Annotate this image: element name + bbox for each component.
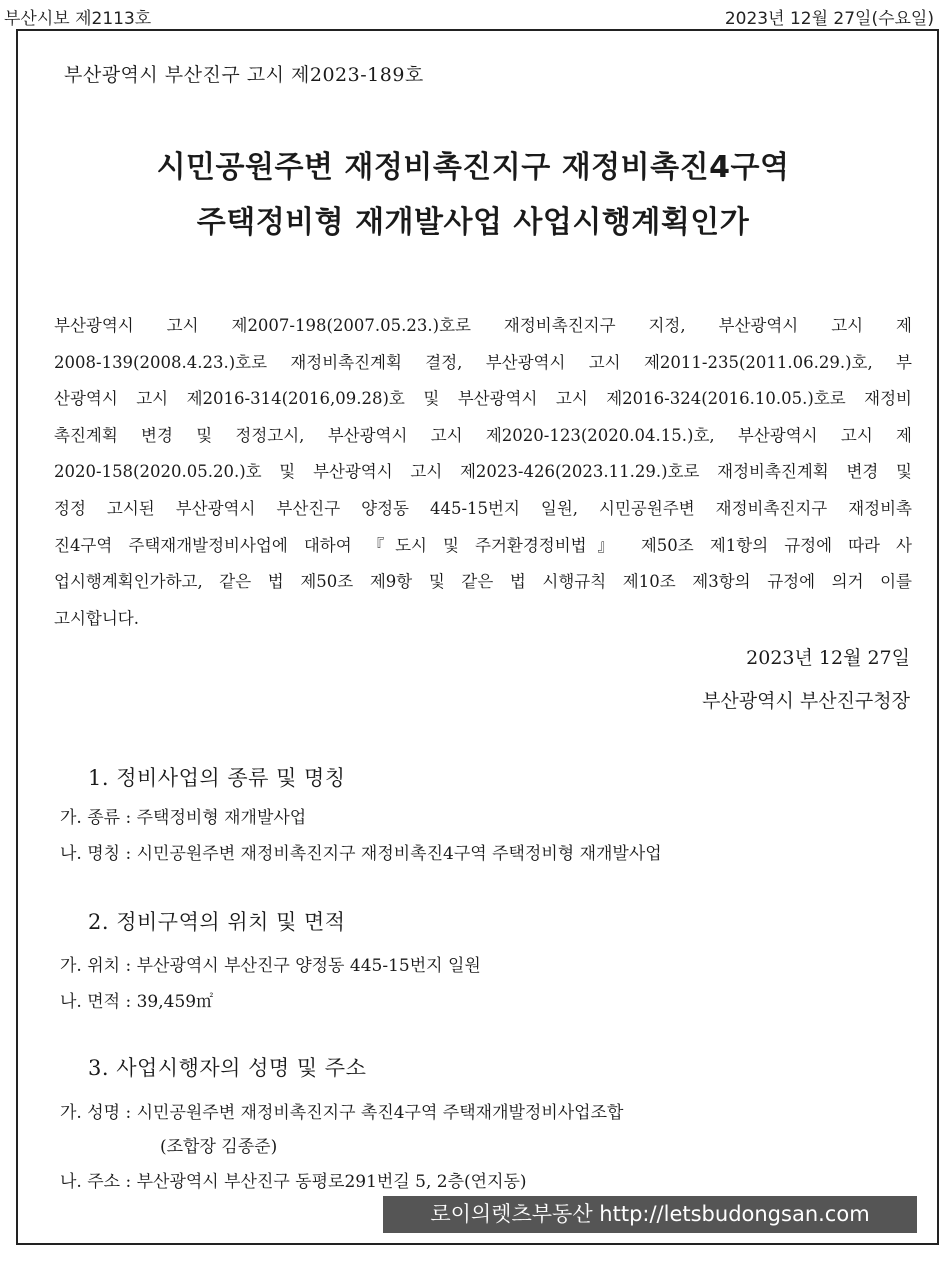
body-line: 정정 고시된 부산광역시 부산진구 양정동 445-15번지 일원, 시민공원주변 재정비촉진지구 재정비촉 (54, 498, 912, 518)
section-heading-2: 2. 정비구역의 위치 및 면적 (88, 910, 346, 934)
notice-issuer: 부산광역시 부산진구청장 (702, 690, 910, 712)
document-title-line-1: 시민공원주변 재정비촉진지구 재정비촉진4구역 (156, 150, 790, 185)
body-line: 2008-139(2008.4.23.)호로 재정비촉진계획 결정, 부산광역시 고시 제2011-235(2011.06.29.)호, 부 (54, 352, 912, 372)
gazette-date: 2023년 12월 27일(수요일) (724, 9, 934, 29)
body-line: 산광역시 고시 제2016-314(2016,09.28)호 및 부산광역시 고시 제2016-324(2016.10.05.)호로 재정비 (54, 389, 912, 409)
gazette-header (0, 0, 946, 30)
notice-body (54, 308, 912, 637)
section-1-item-name: 나. 명칭 : 시민공원주변 재정비촉진지구 재정비촉진4구역 주택정비형 재개발사업 (60, 844, 662, 864)
body-line: 업시행계획인가하고, 같은 법 제50조 제9항 및 같은 법 시행규칙 제10조 제3항의 규정에 의거 이를 (54, 572, 912, 592)
section-heading-3: 3. 사업시행자의 성명 및 주소 (88, 1056, 367, 1080)
body-line: 부산광역시 고시 제2007-198(2007.05.23.)호로 재정비촉진지구 지정, 부산광역시 고시 제 (54, 316, 912, 335)
section-3-item-chairman: (조합장 김종준) (160, 1137, 278, 1157)
body-line: 2020-158(2020.05.20.)호 및 부산광역시 고시 제2023-426(2023.11.29.)호로 재정비촉진계획 변경 및 (54, 462, 912, 482)
body-line: 고시합니다. (54, 608, 139, 628)
watermark-banner: 로이의렛츠부동산 http://letsbudongsan.com (383, 1196, 917, 1233)
section-3-item-address: 나. 주소 : 부산광역시 부산진구 동평로291번길 5, 2층(연지동) (60, 1172, 527, 1192)
body-line: 진4구역 주택재개발정비사업에 대하여 『도시 및 주거환경정비법』 제50조 제1항의 규정에 따라 사 (54, 535, 912, 555)
notice-number: 부산광역시 부산진구 고시 제2023-189호 (64, 64, 424, 86)
section-heading-1: 1. 정비사업의 종류 및 명칭 (88, 766, 346, 790)
document-title-line-2: 주택정비형 재개발사업 사업시행계획인가 (196, 205, 750, 240)
section-2-item-area: 나. 면적 : 39,459㎡ (60, 992, 214, 1012)
gazette-issue: 부산시보 제2113호 (4, 9, 152, 29)
section-1-item-type: 가. 종류 : 주택정비형 재개발사업 (60, 808, 307, 828)
section-2-item-location: 가. 위치 : 부산광역시 부산진구 양정동 445-15번지 일원 (60, 956, 481, 976)
notice-date: 2023년 12월 27일 (746, 647, 910, 669)
body-line: 촉진계획 변경 및 정정고시, 부산광역시 고시 제2020-123(2020.04.15.)호, 부산광역시 고시 제 (54, 425, 912, 445)
section-3-item-name: 가. 성명 : 시민공원주변 재정비촉진지구 촉진4구역 주택재개발정비사업조합 (60, 1103, 624, 1123)
